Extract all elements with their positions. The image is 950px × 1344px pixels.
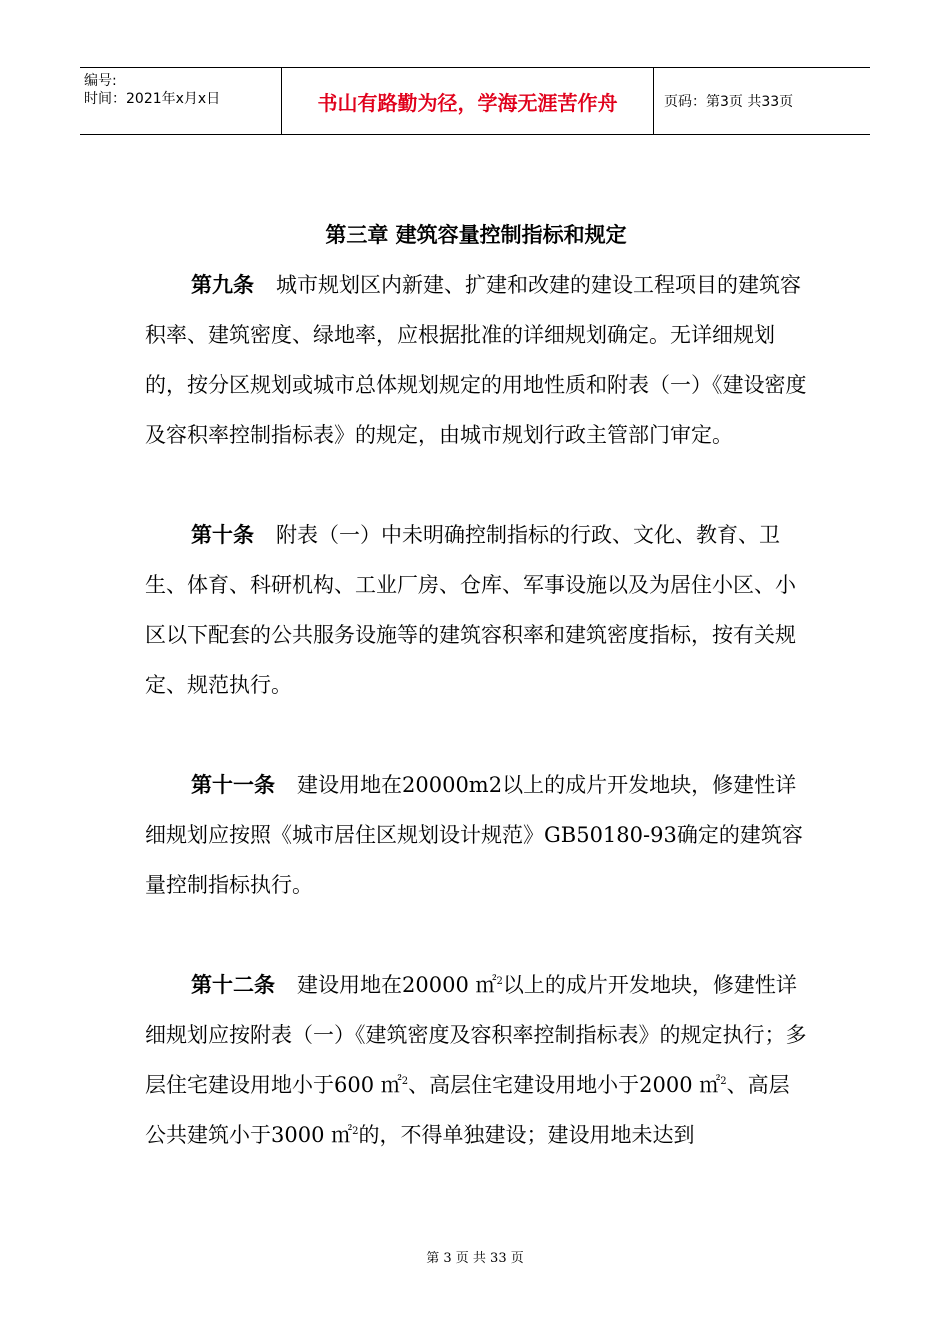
article-text: 的，不得单独建设；建设用地未达到	[358, 1123, 695, 1147]
article-text: 附表（一）中未明确控制指标的行政、文化、教育、卫生、体育、科研机构、工业厂房、仓库、军事设施以及为居住小区、小区以下配套的公共服务设施等的建筑容积率和建筑密度指标，按有关规定、规范执行。	[145, 523, 796, 697]
article-9	[145, 260, 807, 460]
article-text: 以上的成片开发地块，修建性详细规划应按附表（一）《建筑密度及容积率控制指标表》的规定执行；多层住宅建设用地小于600 ㎡	[145, 973, 807, 1097]
article-label: 第九条	[191, 272, 254, 297]
superscript: 2	[401, 1076, 409, 1087]
number-label: 编号:	[84, 73, 117, 89]
superscript: 2	[352, 1126, 359, 1137]
article-label: 第十条	[191, 522, 254, 547]
article-10	[145, 510, 807, 710]
header-motto: 书山有路勤为径，学海无涯苦作舟	[282, 68, 654, 134]
page-footer: 第 3 页 共 33 页	[426, 1251, 524, 1266]
superscript: 2	[720, 1076, 727, 1087]
article-text: 建设用地在20000m2以上的成片开发地块，修建性详细规划应按照《城市居住区规划设计规范》GB50180-93确定的建筑容量控制指标执行。	[145, 773, 803, 897]
page-header	[80, 67, 870, 135]
header-page-label: 页码：第3页 共33页	[664, 94, 794, 110]
document-body	[145, 210, 807, 1160]
article-label: 第十二条	[191, 972, 275, 997]
article-11	[145, 760, 807, 910]
article-12	[145, 960, 807, 1160]
header-meta	[80, 68, 282, 134]
article-text: 、高层公共建筑小于3000 ㎡	[145, 1073, 790, 1147]
article-label: 第十一条	[191, 772, 275, 797]
time-label: 时间：2021年x月x日	[84, 91, 221, 107]
article-text: 城市规划区内新建、扩建和改建的建设工程项目的建筑容积率、建筑密度、绿地率，应根据批准的详细规划确定。无详细规划的，按分区规划或城市总体规划规定的用地性质和附表（一）《建设密度及容积率控制指标表》的规定，由城市规划行政主管部门审定。	[145, 273, 807, 447]
superscript: 2	[496, 976, 503, 987]
article-text: 、高层住宅建设用地小于2000 ㎡	[408, 1073, 721, 1097]
chapter-title: 第三章 建筑容量控制指标和规定	[325, 222, 627, 247]
article-text: 建设用地在20000 ㎡	[297, 973, 497, 997]
